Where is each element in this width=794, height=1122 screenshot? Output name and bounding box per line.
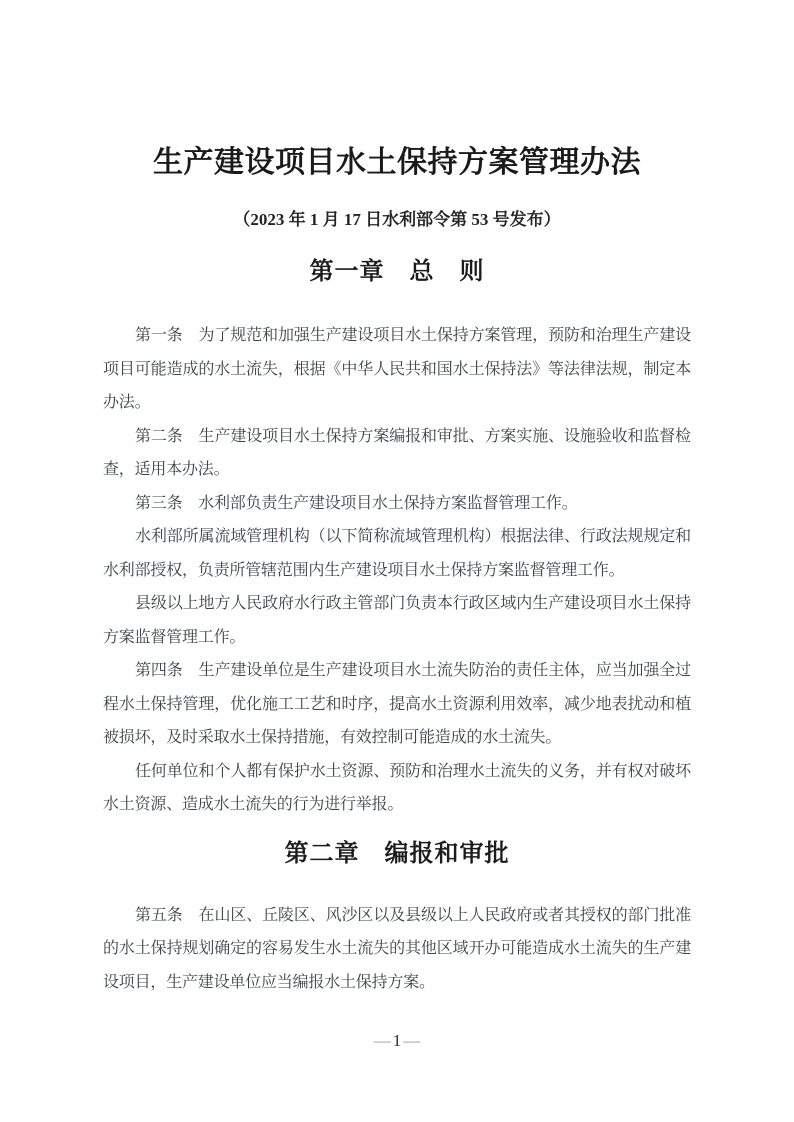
paragraph-article-4: 第四条 生产建设单位是生产建设项目水土流失防治的责任主体，应当加强全过程水土保持管理，优化施工工艺和时序，提高水土资源利用效率，减少地表扰动和植被损坏，及时采取水土保持措施，有效控制可能造成的水土流失。 [103,662,691,746]
paragraph-article-1: 第一条 为了规范和加强生产建设项目水土保持方案管理，预防和治理生产建设项目可能造成的水土流失，根据《中华人民共和国水土保持法》等法律法规，制定本办法。 [103,327,691,411]
chapter-1-body [103,319,691,822]
chapter-1-heading: 第一章 总 则 [309,259,485,285]
document-title: 生产建设项目水土保持方案管理办法 [153,146,641,179]
document-subtitle: （2023 年 1 月 17 日水利部令第 53 号发布） [233,210,561,229]
paragraph-article-3-cont-local: 县级以上地方人民政府水行政主管部门负责本行政区域内生产建设项目水土保持方案监督管理工作。 [103,595,691,646]
footer-page-number: 1 [392,1031,402,1050]
paragraph-article-3-cont-basin: 水利部所属流域管理机构（以下简称流域管理机构）根据法律、行政法规规定和水利部授权，负责所管辖范围内生产建设项目水土保持方案监督管理工作。 [103,528,691,579]
footer-dash-right: — [403,1031,421,1050]
paragraph-article-4-cont-duty: 任何单位和个人都有保护水土资源、预防和治理水土流失的义务，并有权对破坏水土资源、造成水土流失的行为进行举报。 [103,762,691,813]
page-footer [0,1030,794,1052]
footer-dash-left: — [373,1031,391,1050]
chapter-2-body [103,899,691,1000]
chapter-2-heading: 第二章 编报和审批 [284,840,510,867]
paragraph-article-3: 第三条 水利部负责生产建设项目水土保持方案监督管理工作。 [135,494,578,512]
paragraph-article-2: 第二条 生产建设项目水土保持方案编报和审批、方案实施、设施验收和监督检查，适用本办法。 [103,427,691,478]
paragraph-article-5: 第五条 在山区、丘陵区、风沙区以及县级以上人民政府或者其授权的部门批准的水土保持规划确定的容易发生水土流失的其他区域开办可能造成水土流失的生产建设项目，生产建设单位应当编报水土保持方案。 [103,906,691,991]
